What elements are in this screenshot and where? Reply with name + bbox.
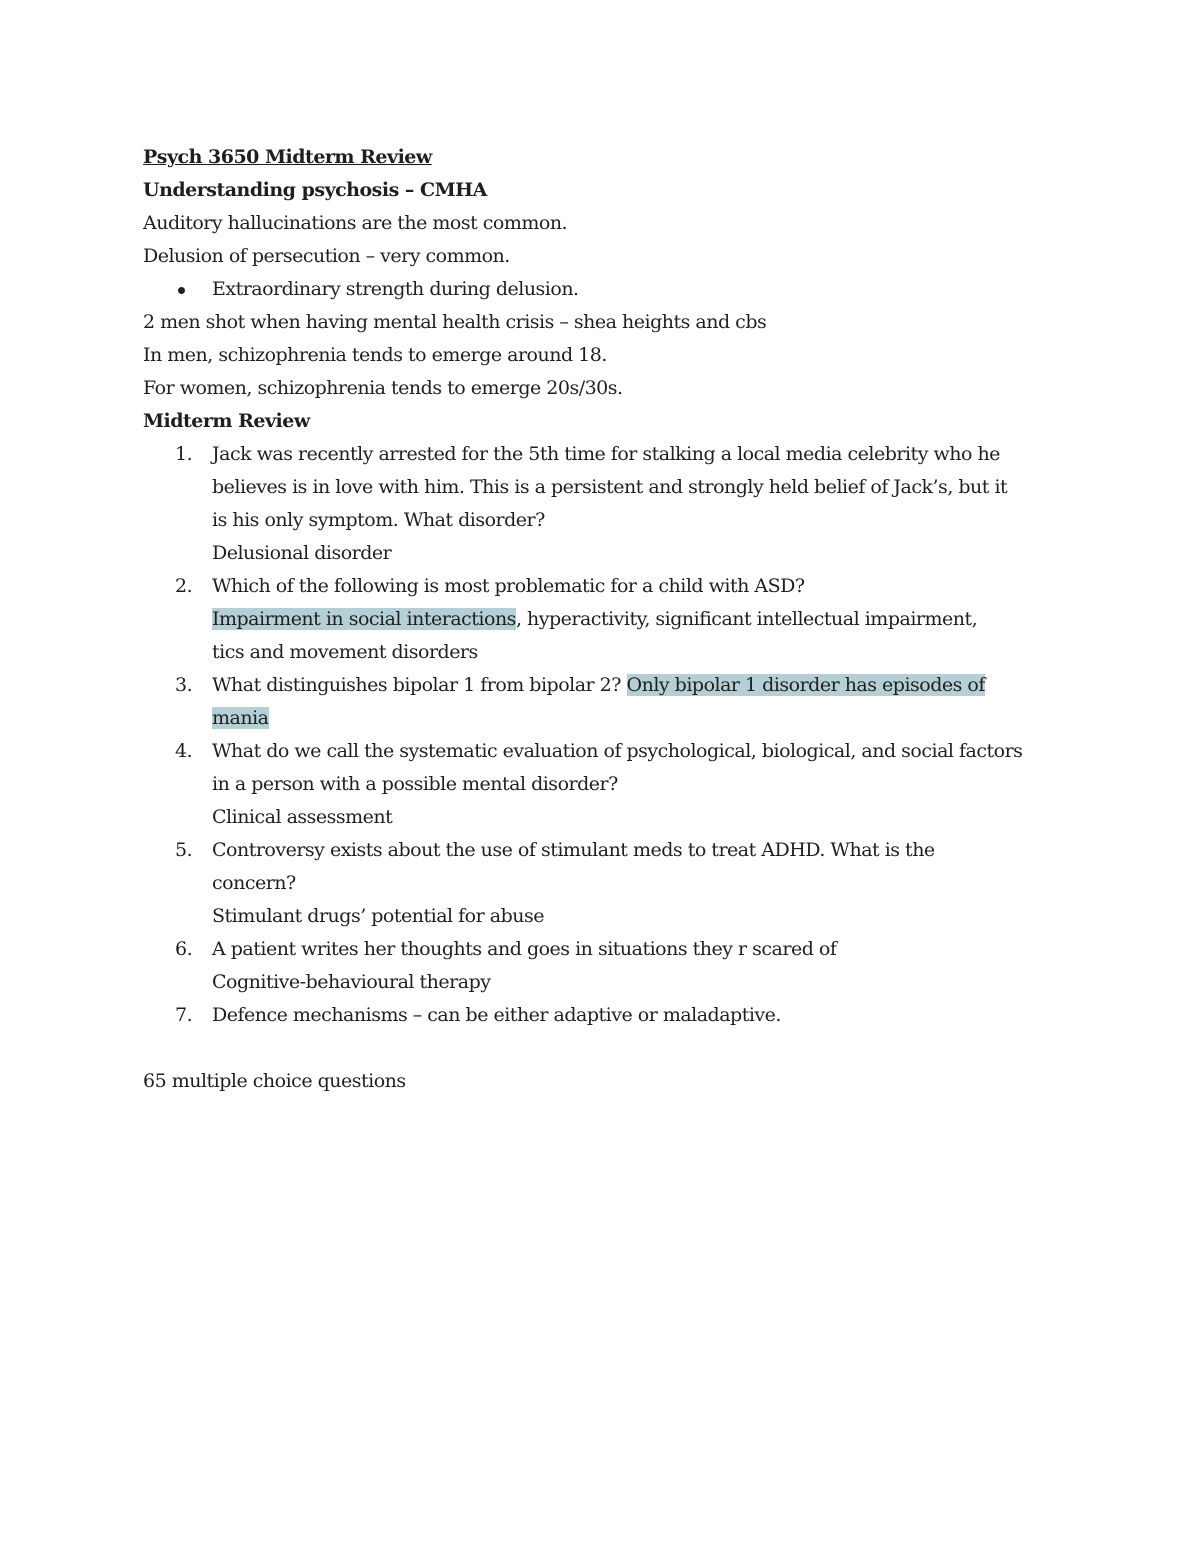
list-number: 5. bbox=[175, 839, 193, 861]
blank-line bbox=[143, 1032, 1063, 1065]
question-text: A patient writes her thoughts and goes in situations they r scared of bbox=[212, 938, 837, 960]
answer-text: Delusional disorder bbox=[212, 542, 392, 564]
bullet-dot-icon bbox=[178, 287, 185, 294]
footer-note: 65 multiple choice questions bbox=[143, 1070, 406, 1092]
paragraph-line: Delusion of persecution – very common. bbox=[143, 245, 510, 267]
question-text: What distinguishes bipolar 1 from bipolar 2? bbox=[212, 674, 627, 696]
list-item bbox=[143, 438, 1063, 570]
answer-text: Clinical assessment bbox=[212, 806, 393, 828]
answer-text: Stimulant drugs’ potential for abuse bbox=[212, 905, 544, 927]
list-number: 1. bbox=[175, 443, 193, 465]
question-text: Defence mechanisms – can be either adaptive or maladaptive. bbox=[212, 1004, 781, 1026]
question-list bbox=[143, 438, 1063, 1032]
answer-options: , hyperactivity, significant intellectual impairment, bbox=[515, 608, 978, 630]
paragraph-line: 2 men shot when having mental health crisis – shea heights and cbs bbox=[143, 311, 767, 333]
paragraph-line: Auditory hallucinations are the most common. bbox=[143, 212, 568, 234]
highlighted-answer: Only bipolar 1 disorder has episodes of bbox=[626, 674, 985, 696]
list-item bbox=[143, 735, 1063, 834]
list-number: 4. bbox=[175, 740, 193, 762]
paragraph-line: In men, schizophrenia tends to emerge around 18. bbox=[143, 344, 607, 366]
bullet-item bbox=[143, 273, 1063, 306]
document-body bbox=[143, 141, 1063, 1098]
question-text: in a person with a possible mental disorder? bbox=[212, 773, 618, 795]
list-number: 2. bbox=[175, 575, 193, 597]
list-number: 7. bbox=[175, 1004, 193, 1026]
answer-text: Cognitive-behavioural therapy bbox=[212, 971, 491, 993]
answer-line bbox=[212, 702, 1063, 735]
list-number: 6. bbox=[175, 938, 193, 960]
answer-options: tics and movement disorders bbox=[212, 641, 478, 663]
answer-line bbox=[212, 603, 1063, 636]
section-heading-psychosis: Understanding psychosis – CMHA bbox=[143, 179, 487, 201]
section-heading-midterm: Midterm Review bbox=[143, 410, 310, 432]
list-number: 3. bbox=[175, 674, 193, 696]
question-text: Which of the following is most problematic for a child with ASD? bbox=[212, 575, 805, 597]
question-text: is his only symptom. What disorder? bbox=[212, 509, 545, 531]
document-title: Psych 3650 Midterm Review bbox=[143, 146, 432, 168]
highlighted-answer: Impairment in social interactions bbox=[212, 608, 516, 630]
list-item bbox=[143, 999, 1063, 1032]
bullet-text: Extraordinary strength during delusion. bbox=[212, 278, 579, 300]
question-text: believes is in love with him. This is a persistent and strongly held belief of Jack’s, but it bbox=[212, 476, 1008, 498]
paragraph-line: For women, schizophrenia tends to emerge 20s/30s. bbox=[143, 377, 623, 399]
list-item bbox=[143, 669, 1063, 735]
bullet-list bbox=[143, 273, 1063, 306]
list-item bbox=[143, 933, 1063, 999]
list-item bbox=[143, 834, 1063, 933]
highlighted-answer: mania bbox=[212, 707, 269, 729]
question-line bbox=[212, 669, 1063, 702]
question-text: What do we call the systematic evaluation of psychological, biological, and social factors bbox=[212, 740, 1023, 762]
list-item bbox=[143, 570, 1063, 669]
question-text: Controversy exists about the use of stimulant meds to treat ADHD. What is the bbox=[212, 839, 935, 861]
question-text: concern? bbox=[212, 872, 296, 894]
question-text: Jack was recently arrested for the 5th time for stalking a local media celebrity who he bbox=[212, 443, 1000, 465]
